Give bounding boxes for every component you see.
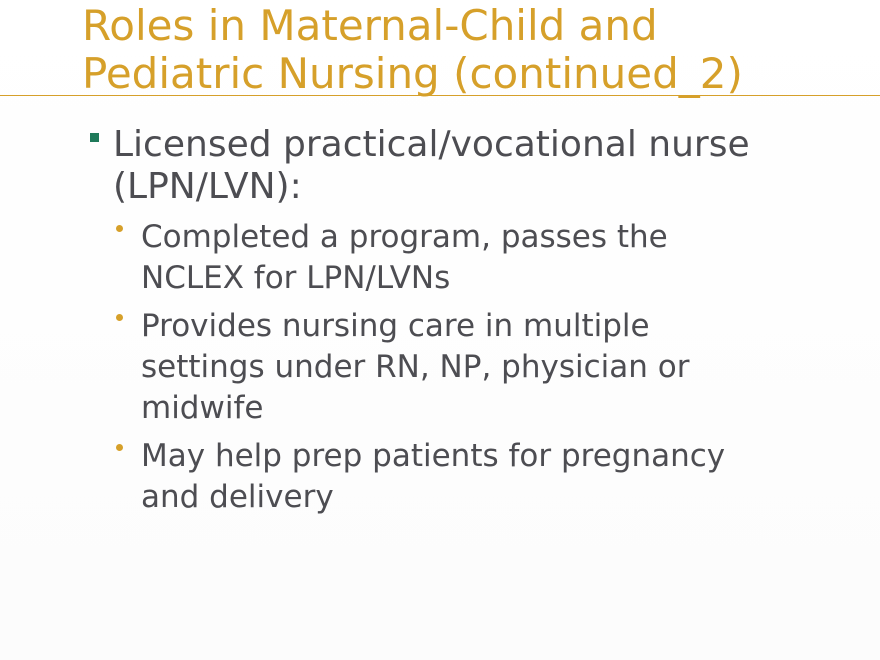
slide-title — [82, 2, 862, 98]
slide-title-line: Pediatric Nursing (continued_2) — [82, 49, 743, 98]
title-divider — [0, 95, 880, 96]
sub-bullet-text-line: and delivery — [141, 479, 334, 515]
sub-bullet-item — [116, 217, 848, 299]
sub-bullet-text-line: Provides nursing care in multiple — [141, 308, 650, 344]
bullet-text-line: (LPN/LVN): — [113, 166, 302, 207]
sub-bullet-text-line: May help prep patients for pregnancy — [141, 438, 726, 474]
slide-title-line: Roles in Maternal-Child and — [82, 1, 658, 50]
dot-bullet-icon — [116, 225, 123, 232]
sub-bullet-text-line: settings under RN, NP, physician or — [141, 349, 690, 385]
slide-content — [88, 124, 848, 525]
square-bullet-icon — [90, 133, 99, 142]
bullet-item — [88, 124, 848, 208]
sub-bullet-text-line: Completed a program, passes the — [141, 219, 668, 255]
sub-bullet-text-line: NCLEX for LPN/LVNs — [141, 260, 451, 296]
dot-bullet-icon — [116, 444, 123, 451]
sub-bullet-text-line: midwife — [141, 390, 264, 426]
sub-bullet-item — [116, 306, 848, 429]
bullet-text-line: Licensed practical/vocational nurse — [113, 124, 750, 165]
sub-bullet-item — [116, 436, 848, 518]
dot-bullet-icon — [116, 314, 123, 321]
sub-bullet-list — [88, 217, 848, 518]
